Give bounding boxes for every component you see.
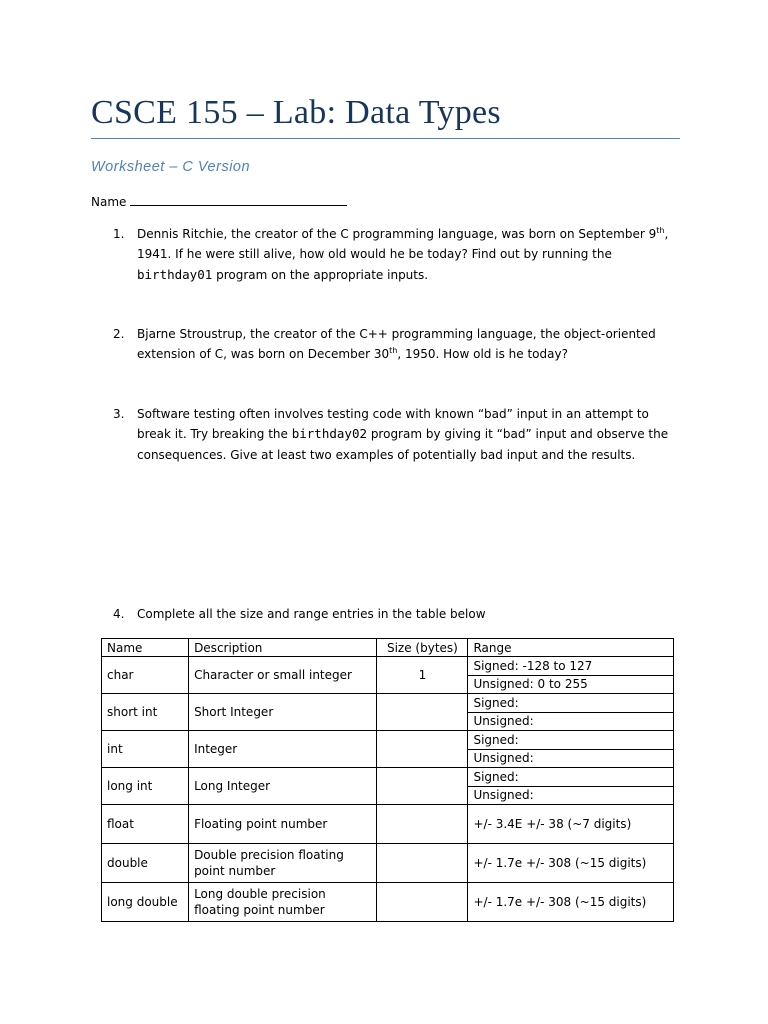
data-types-table xyxy=(101,638,674,922)
question-3 xyxy=(113,404,683,465)
question-text xyxy=(137,324,683,365)
size-cell[interactable]: 1 xyxy=(377,657,468,694)
description-cell: Long Integer xyxy=(189,768,377,805)
range-signed-cell[interactable]: Signed: xyxy=(468,694,674,713)
q3-text-b: program by giving it “bad” input and observe the consequences. Give at least two examples of potentially bad input and the results. xyxy=(137,427,669,462)
size-cell[interactable] xyxy=(377,768,468,805)
range-cell: +/- 1.7e +/- 308 (~15 digits) xyxy=(468,883,674,922)
table-row xyxy=(102,694,674,713)
column-header: Description xyxy=(189,639,377,657)
question-4 xyxy=(113,604,683,624)
question-text: Complete all the size and range entries in the table below xyxy=(137,607,486,621)
name-field xyxy=(91,194,347,209)
table-row xyxy=(102,731,674,750)
range-signed-cell[interactable]: Signed: xyxy=(468,768,674,787)
question-2 xyxy=(113,324,683,365)
range-unsigned-cell[interactable]: Unsigned: xyxy=(468,712,674,731)
size-cell[interactable] xyxy=(377,883,468,922)
range-unsigned-cell[interactable]: Unsigned: xyxy=(468,786,674,805)
table-row xyxy=(102,657,674,676)
size-cell[interactable] xyxy=(377,731,468,768)
question-text xyxy=(137,224,683,285)
q3-code: birthday02 xyxy=(291,426,367,442)
range-unsigned-cell[interactable]: Unsigned: 0 to 255 xyxy=(468,675,674,694)
description-cell: Long double precision floating point number xyxy=(189,883,377,922)
title-divider xyxy=(91,138,680,139)
description-cell: Short Integer xyxy=(189,694,377,731)
size-cell[interactable] xyxy=(377,805,468,844)
range-cell: +/- 3.4E +/- 38 (~7 digits) xyxy=(468,805,674,844)
page-title: CSCE 155 – Lab: Data Types xyxy=(91,94,501,131)
name-blank-line[interactable] xyxy=(130,194,347,206)
description-cell: Integer xyxy=(189,731,377,768)
table-row xyxy=(102,883,674,922)
description-cell: Double precision floating point number xyxy=(189,844,377,883)
q1-text-c: program on the appropriate inputs. xyxy=(212,267,429,282)
q1-text-a: Dennis Ritchie, the creator of the C programming language, was born on September 9 xyxy=(137,227,657,241)
table-header-row xyxy=(102,639,674,657)
size-cell[interactable] xyxy=(377,844,468,883)
column-header: Name xyxy=(102,639,189,657)
type-name-cell: double xyxy=(102,844,189,883)
q2-text-b: , 1950. How old is he today? xyxy=(397,347,568,362)
page-subtitle: Worksheet – C Version xyxy=(91,159,251,175)
q1-superscript: th xyxy=(656,226,665,235)
type-name-cell: int xyxy=(102,731,189,768)
description-cell: Floating point number xyxy=(189,805,377,844)
description-cell: Character or small integer xyxy=(189,657,377,694)
type-name-cell: long double xyxy=(102,883,189,922)
question-number: 2. xyxy=(113,327,125,341)
range-signed-cell[interactable]: Signed: -128 to 127 xyxy=(468,657,674,676)
range-signed-cell[interactable]: Signed: xyxy=(468,731,674,750)
table-row xyxy=(102,805,674,844)
table-row xyxy=(102,844,674,883)
question-number: 1. xyxy=(113,227,125,241)
type-name-cell: char xyxy=(102,657,189,694)
table-row xyxy=(102,768,674,787)
size-cell[interactable] xyxy=(377,694,468,731)
question-number: 3. xyxy=(113,407,125,421)
q1-text-b: , 1941. If he were still alive, how old would he be today? Find out by running the xyxy=(137,227,669,262)
q1-code: birthday01 xyxy=(137,266,213,282)
q2-superscript: th xyxy=(389,346,398,356)
q3-text-a: Software testing often involves testing code with known “bad” input in an attempt to break it. Try breaking the xyxy=(137,407,649,442)
question-text xyxy=(137,404,683,465)
type-name-cell: short int xyxy=(102,694,189,731)
column-header: Range xyxy=(468,639,674,657)
q2-text-a: Bjarne Stroustrup, the creator of the C++ programming language, the object-oriented extension of C, was born on December 30 xyxy=(137,327,656,362)
question-1 xyxy=(113,224,683,285)
question-number: 4. xyxy=(113,607,125,621)
type-name-cell: float xyxy=(102,805,189,844)
name-label: Name xyxy=(91,195,127,209)
range-unsigned-cell[interactable]: Unsigned: xyxy=(468,749,674,768)
type-name-cell: long int xyxy=(102,768,189,805)
range-cell: +/- 1.7e +/- 308 (~15 digits) xyxy=(468,844,674,883)
column-header: Size (bytes) xyxy=(377,639,468,657)
